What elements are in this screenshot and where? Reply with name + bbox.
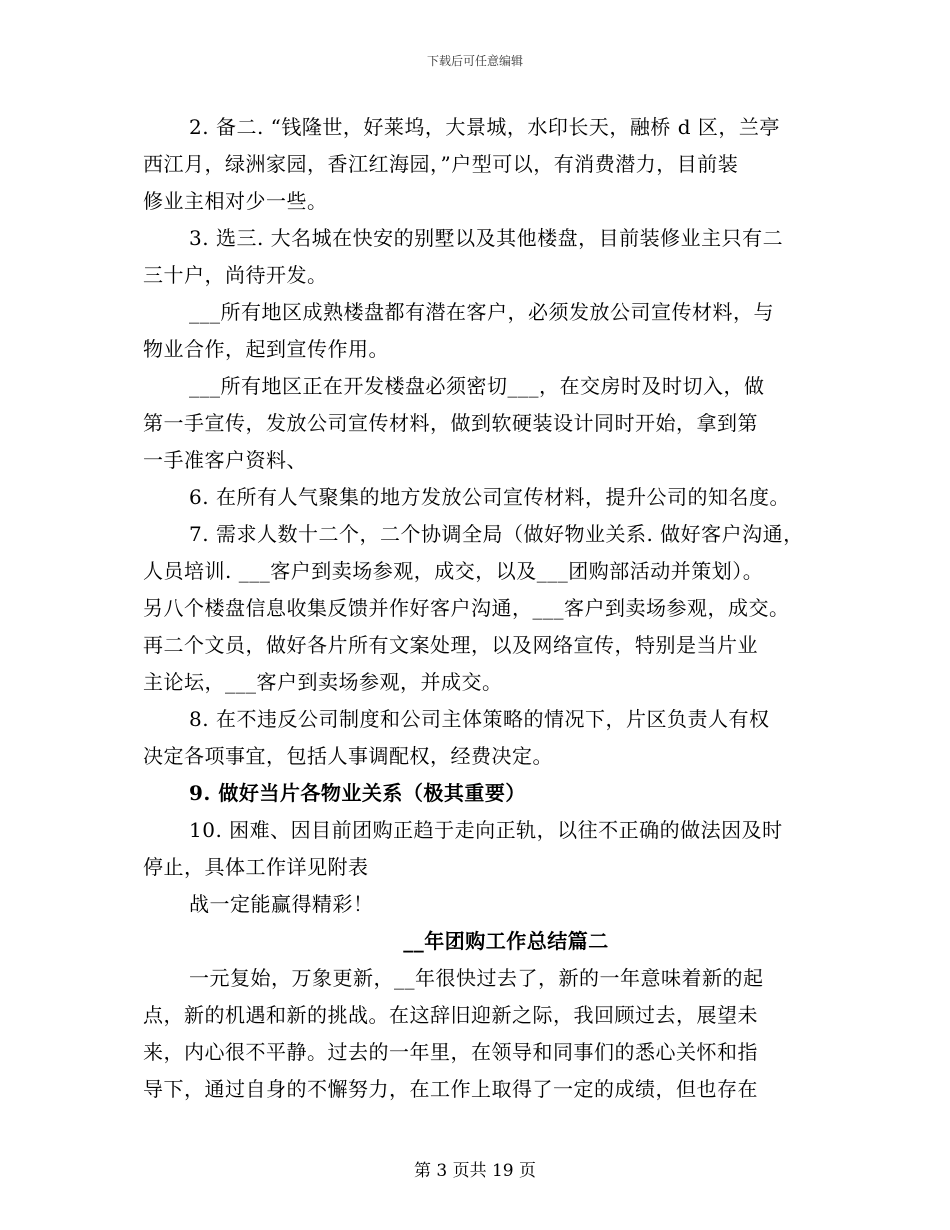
paragraph-line: 8. 在不违反公司制度和公司主体策略的情况下，片区负责人有权 [189, 707, 770, 731]
paragraph-line: ___所有地区成熟楼盘都有潜在客户，必须发放公司宣传材料，与 [189, 300, 774, 324]
paragraph-line: 战一定能赢得精彩！ [189, 892, 374, 916]
paragraph-line: 6. 在所有人气聚集的地方发放公司宣传材料，提升公司的知名度。 [189, 485, 790, 509]
paragraph-line: 西江月，绿洲家园，香江红海园，”户型可以，有消费潜力，目前装 [143, 152, 739, 176]
section-heading: __年团购工作总结篇二 [403, 929, 609, 953]
paragraph-line: 来，内心很不平静。过去的一年里，在领导和同事们的悉心关怀和指 [143, 1040, 758, 1064]
paragraph-line: 主论坛，___客户到卖场参观，并成交。 [143, 670, 503, 694]
paragraph-line: 人员培训. ___客户到卖场参观，成交，以及___团购部活动并策划）。 [143, 559, 764, 583]
paragraph-line: 导下，通过自身的不懈努力，在工作上取得了一定的成绩，但也存在 [143, 1077, 758, 1101]
paragraph-line: 点，新的机遇和新的挑战。在这辞旧迎新之际，我回顾过去，展望未 [143, 1003, 758, 1027]
paragraph-line: 7. 需求人数十二个，二个协调全局（做好物业关系. 做好客户沟通， [189, 522, 804, 546]
paragraph-line: 另八个楼盘信息收集反馈并作好客户沟通，___客户到卖场参观，成交。 [143, 596, 790, 620]
bold-item-line: 9. 做好当片各物业关系（极其重要） [189, 781, 526, 805]
paragraph-line: 决定各项事宜，包括人事调配权，经费决定。 [143, 744, 553, 768]
paragraph-line: 2. 备二. “钱隆世，好莱坞，大景城，水印长天，融桥 d 区，兰亭 [189, 115, 780, 139]
paragraph-line: 修业主相对少一些。 [143, 189, 328, 213]
paragraph-line: 三十户，尚待开发。 [143, 263, 328, 287]
document-body [143, 112, 823, 1111]
paragraph-line: ___所有地区正在开发楼盘必须密切___，在交房时及时切入，做 [189, 374, 765, 398]
paragraph-line: 3. 选三. 大名城在快安的别墅以及其他楼盘，目前装修业主只有二 [189, 226, 784, 250]
paragraph-line: 再二个文员，做好各片所有文案处理，以及网络宣传，特别是当片业 [143, 633, 758, 657]
paragraph-line: 一手准客户资料、 [143, 448, 307, 472]
paragraph-line: 第一手宣传，发放公司宣传材料，做到软硬装设计同时开始，拿到第 [143, 411, 758, 435]
paragraph-line: 物业合作，起到宣传作用。 [143, 337, 389, 361]
paragraph-line: 停止，具体工作详见附表 [143, 855, 369, 879]
paragraph-line: 10. 困难、因目前团购正趋于走向正轨，以往不正确的做法因及时 [189, 818, 783, 842]
page-number: 第 3 页共 19 页 [413, 1161, 537, 1181]
page-header: 下载后可任意编辑 [426, 54, 523, 68]
paragraph-line: 一元复始，万象更新，__年很快过去了，新的一年意味着新的起 [189, 966, 764, 990]
